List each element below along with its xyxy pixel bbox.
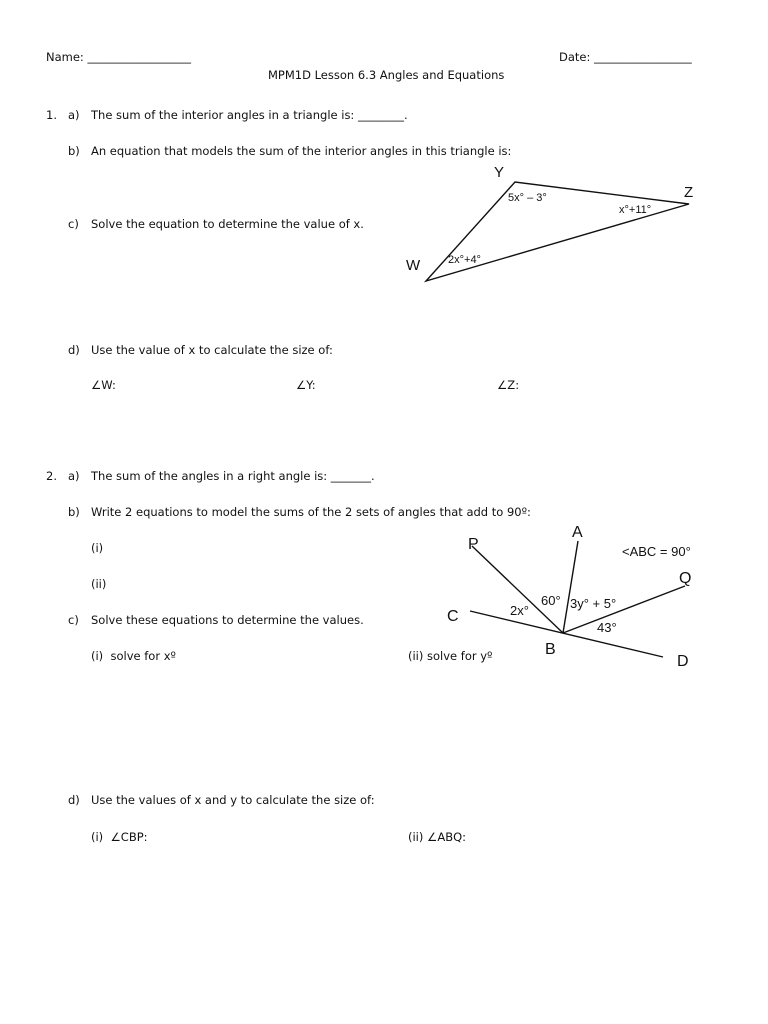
q1-b-letter: b) xyxy=(68,144,80,158)
q2-d-letter: d) xyxy=(68,793,80,807)
q2-a-text: The sum of the angles in a right angle is: _______. xyxy=(91,469,375,483)
q2-d-part-i: (i) ∠CBP: xyxy=(91,830,148,844)
page-title: MPM1D Lesson 6.3 Angles and Equations xyxy=(268,68,505,82)
q1-c-text: Solve the equation to determine the value of x. xyxy=(91,217,364,231)
q2-c-part-i: (i) solve for xº xyxy=(91,649,176,663)
q1-d-letter: d) xyxy=(68,343,80,357)
q2-c-part-ii: (ii) solve for yº xyxy=(408,649,493,663)
point-label-b: B xyxy=(545,641,556,658)
angle-label-60: 60° xyxy=(541,593,561,608)
line-cd xyxy=(470,611,663,657)
angle-z-expression: x°+11° xyxy=(619,204,652,216)
q1-angle-w-prompt: ∠W: xyxy=(91,378,116,392)
triangle-vertex-z: Z xyxy=(684,184,694,201)
q2-b-letter: b) xyxy=(68,505,80,519)
triangle-vertex-w: W xyxy=(406,257,421,274)
name-field-label: Name: __________________ xyxy=(46,50,191,64)
angle-w-expression: 2x°+4° xyxy=(448,254,481,266)
q1-a-text: The sum of the interior angles in a triangle is: ________. xyxy=(91,108,408,122)
ray-bp xyxy=(472,546,563,633)
q1-number: 1. xyxy=(46,108,57,122)
right-angle-note: <ABC = 90° xyxy=(622,544,691,559)
angle-label-2x: 2x° xyxy=(510,603,529,618)
q2-d-part-ii: (ii) ∠ABQ: xyxy=(408,830,467,844)
q1-d-text: Use the value of x to calculate the size of: xyxy=(91,343,333,357)
q1-c-letter: c) xyxy=(68,217,79,231)
q2-b-part-ii: (ii) xyxy=(91,577,107,591)
triangle-vertex-y: Y xyxy=(494,164,505,181)
q2-b-text: Write 2 equations to model the sums of the 2 sets of angles that add to 90º: xyxy=(91,505,531,519)
point-label-d: D xyxy=(677,653,689,670)
point-label-q: Q xyxy=(679,570,692,587)
point-label-p: P xyxy=(468,536,479,553)
q1-angle-y-prompt: ∠Y: xyxy=(296,378,316,392)
angle-y-expression: 5x° – 3° xyxy=(508,192,547,204)
q2-c-text: Solve these equations to determine the values. xyxy=(91,613,364,627)
date-field-label: Date: _________________ xyxy=(559,50,692,64)
q2-c-letter: c) xyxy=(68,613,79,627)
point-label-c: C xyxy=(447,608,459,625)
angle-label-3y-plus-5: 3y° + 5° xyxy=(570,596,617,611)
q2-a-letter: a) xyxy=(68,469,80,483)
q1-angle-z-prompt: ∠Z: xyxy=(497,378,520,392)
point-label-a: A xyxy=(572,524,583,541)
q1-a-letter: a) xyxy=(68,108,80,122)
q2-d-text: Use the values of x and y to calculate the size of: xyxy=(91,793,375,807)
ray-ba xyxy=(563,541,578,633)
q2-b-part-i: (i) xyxy=(91,541,104,555)
q2-number: 2. xyxy=(46,469,57,483)
angle-label-43: 43° xyxy=(597,620,617,635)
q1-b-text: An equation that models the sum of the interior angles in this triangle is: xyxy=(91,144,512,158)
